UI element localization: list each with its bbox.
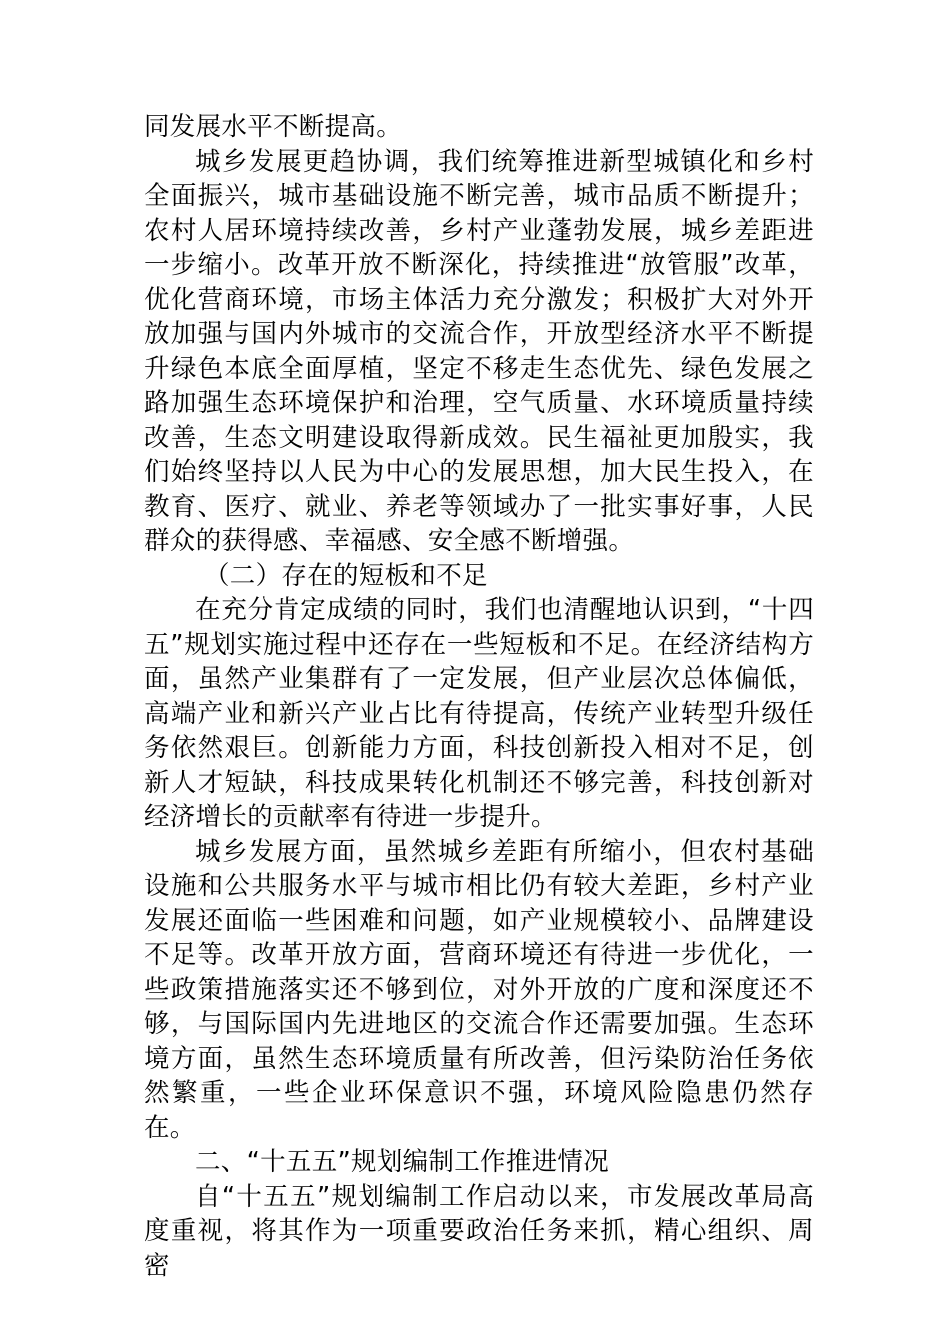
paragraph-planning-progress: 自“十五五”规划编制工作启动以来，市发展改革局高度重视，将其作为一项重要政治任务来抓，精心组织、周密 bbox=[144, 1181, 814, 1281]
paragraph-urban-rural-development: 城乡发展更趋协调，我们统筹推进新型城镇化和乡村全面振兴，城市基础设施不断完善，城市品质不断提升；农村人居环境持续改善，乡村产业蓬勃发展，城乡差距进一步缩小。改革开放不断深化，持续推进“放管服”改革，优化营商环境，市场主体活力充分激发；积极扩大对外开放加强与国内外城市的交流合作，开放型经济水平不断提升绿色本底全面厚植，坚定不移走生态优先、绿色发展之路加强生态环境保护和治理，空气质量、水环境质量持续改善，生态文明建设取得新成效。民生福祉更加殷实，我们始终坚持以人民为中心的发展思想，加大民生投入，在教育、医疗、就业、养老等领域办了一批实事好事，人民群众的获得感、幸福感、安全感不断增强。 bbox=[144, 146, 814, 556]
section-heading-planning-progress: 二、“十五五”规划编制工作推进情况 bbox=[195, 1147, 610, 1177]
paragraph-shortcomings-urban-reform-ecology: 城乡发展方面，虽然城乡差距有所缩小，但农村基础设施和公共服务水平与城市相比仍有较大差距，乡村产业发展还面临一些困难和问题，如产业规模较小、品牌建设不足等。改革开放方面，营商环境还有待进一步优化，一些政策措施落实还不够到位，对外开放的广度和深度还不够，与国际国内先进地区的交流合作还需要加强。生态环境方面，虽然生态环境质量有所改善，但污染防治任务依然繁重，一些企业环保意识不强，环境风险隐患仍然存在。 bbox=[144, 836, 814, 1143]
paragraph-shortcomings-economy-innovation: 在充分肯定成绩的同时，我们也清醒地认识到，“十四五”规划实施过程中还存在一些短板和不足。在经济结构方面，虽然产业集群有了一定发展，但产业层次总体偏低，高端产业和新兴产业占比有待提高，传统产业转型升级任务依然艰巨。创新能力方面，科技创新投入相对不足，创新人才短缺，科技成果转化机制还不够完善，科技创新对经济增长的贡献率有待进一步提升。 bbox=[144, 595, 814, 832]
section-subheading-shortcomings: （二）存在的短板和不足 bbox=[204, 560, 488, 591]
document-body bbox=[144, 110, 814, 1283]
paragraph-continuation: 同发展水平不断提高。 bbox=[144, 112, 403, 142]
